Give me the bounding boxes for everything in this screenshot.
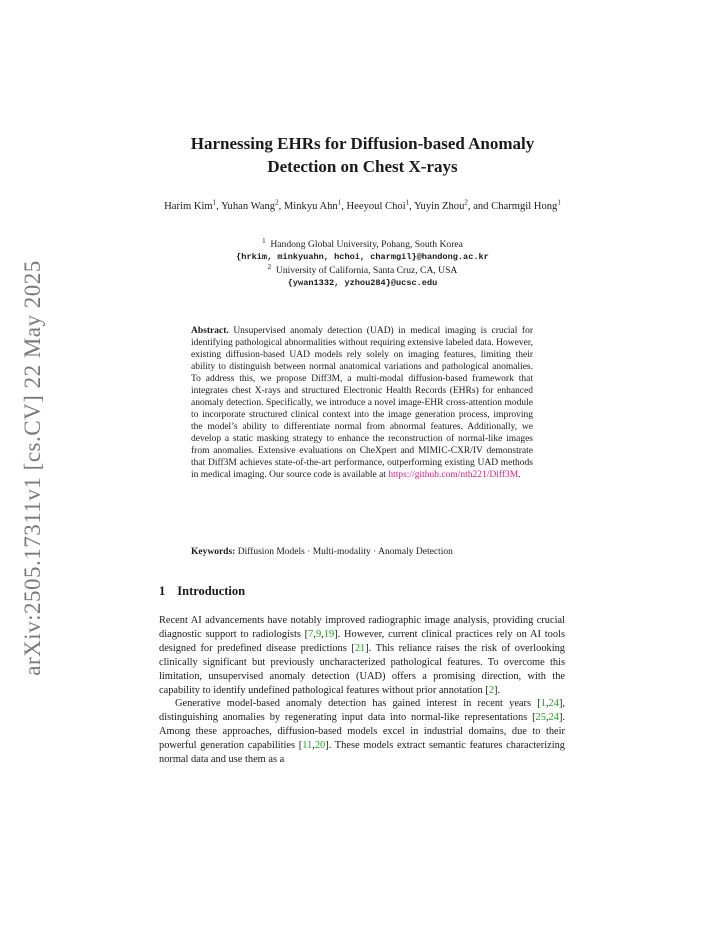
introduction-paragraph-2	[159, 697, 565, 767]
paragraph-text: ]. However, current clinical practices rely on AI tools designed for predefined disease predictions [	[159, 628, 565, 654]
source-code-link[interactable]: https://github.com/nth221/Diff3M	[388, 470, 519, 480]
author-name: Harim Kim	[164, 201, 213, 212]
author-separator: ,	[216, 201, 222, 212]
citation-link[interactable]: 24	[548, 712, 559, 724]
author-name: Charmgil Hong	[491, 201, 558, 212]
paragraph-text: Generative model-based anomaly detection has gained interest in recent years [	[175, 698, 541, 710]
abstract-label: Abstract.	[191, 326, 229, 336]
keywords-text: Diffusion Models · Multi-modality · Anomaly Detection	[237, 547, 453, 557]
paragraph-text: ,	[321, 628, 324, 640]
author-separator: ,	[341, 201, 347, 212]
keywords-label: Keywords:	[191, 547, 236, 557]
introduction-paragraph-1	[159, 614, 565, 697]
abstract-text: Unsupervised anomaly detection (UAD) in medical imaging is crucial for identifying pathological abnormalities without requiring extensive labeled data. However, existing diffusion-based UAD models rely solely on imaging features, limiting their ability to distinguish between normal anatomical variations and pathological anomalies. To address this, we propose Diff3M, a multi-modal diffusion-based framework that integrates chest X-rays and structured Electronic Health Records (EHRs) for enhanced anomaly detection. Specifically, we introduce a novel image-EHR cross-attention module to incorporate structured clinical context into the image generation process, improving the model’s ability to differentiate normal from abnormal features. Additionally, we develop a static masking strategy to enhance the reconstruction of normal-like images from anomalies. Extensive evaluations on CheXpert and MIMIC-CXR/IV demonstrate that Diff3M achieves state-of-the-art performance, outperforming existing UAD methods in medical imaging. Our source code is available at	[191, 326, 534, 480]
section-number: 1	[159, 584, 166, 598]
paper-title	[140, 132, 585, 178]
author-name: Minkyu Ahn	[283, 201, 338, 212]
title-line-2: Detection on Chest X-rays	[267, 157, 458, 176]
paragraph-text: ]. This reliance raises the risk of overlooking clinically significant but previously uncharacterized pathological features. To overcome this limitation, unsupervised anomaly detection (UAD) offers a promising direction, with the capability to identify undefined pathological features without prior annotation [	[159, 642, 565, 696]
citation-link[interactable]: 11	[302, 740, 313, 752]
affiliation-1-number: 1	[262, 236, 266, 245]
affiliations	[150, 238, 575, 290]
title-line-1: Harnessing EHRs for Diffusion-based Anomaly	[190, 134, 535, 153]
citation-link[interactable]: 19	[323, 628, 335, 640]
affiliation-2-emails: {ywan1332, yzhou284}@ucsc.edu	[287, 278, 438, 288]
paragraph-text: ], distinguishing anomalies by regenerating input data into normal-like representations [	[159, 698, 565, 724]
affiliation-2	[150, 264, 575, 277]
author-separator: , and	[467, 201, 492, 212]
author-separator: ,	[409, 201, 415, 212]
author-name: Yuhan Wang	[221, 201, 276, 212]
paragraph-text: ,	[545, 698, 549, 710]
citation-link[interactable]: 9	[315, 628, 322, 640]
arxiv-identifier-text: arXiv:2505.17311v1 [cs.CV] 22 May 2025	[20, 260, 45, 676]
author-affiliation-mark: 2	[464, 198, 468, 207]
author-affiliation-mark: 2	[275, 198, 279, 207]
author-separator: ,	[278, 201, 284, 212]
paragraph-text: ]. Among these approaches, diffusion-based models excel in industrial domains, due to their powerful generation capabilities [	[159, 712, 565, 752]
section-heading-introduction	[159, 584, 245, 599]
author-list	[150, 200, 575, 214]
author-affiliation-mark: 1	[337, 198, 342, 207]
paragraph-text: ].	[494, 684, 501, 696]
author-affiliation-mark: 1	[212, 198, 217, 207]
paragraph-text: ,	[312, 740, 315, 752]
paragraph-text: ,	[545, 712, 549, 724]
citation-link[interactable]: 2	[488, 684, 495, 696]
author-affiliation-mark: 1	[557, 198, 561, 207]
paragraph-text: ]. These models extract semantic features characterizing normal data and use them as a	[159, 740, 565, 766]
affiliation-1-name: Handong Global University, Pohang, South Korea	[270, 239, 463, 250]
affiliation-1-emails: {hrkim, minkyuahn, hchoi, charmgil}@handong.ac.kr	[236, 252, 489, 262]
section-title: Introduction	[177, 584, 246, 598]
citation-link[interactable]: 7	[308, 628, 314, 640]
citation-link[interactable]: 21	[354, 642, 366, 654]
paragraph-text: ,	[313, 628, 316, 640]
citation-link[interactable]: 24	[548, 698, 559, 710]
arxiv-identifier-stamp	[20, 258, 46, 678]
introduction-body	[159, 614, 565, 767]
citation-link[interactable]: 25	[535, 712, 546, 724]
citation-link[interactable]: 1	[540, 698, 546, 710]
affiliation-2-name: University of California, Santa Cruz, CA, USA	[275, 265, 458, 276]
author-affiliation-mark: 1	[405, 198, 410, 207]
citation-link[interactable]: 20	[314, 740, 326, 752]
affiliation-1	[150, 238, 575, 251]
author-name: Yuyin Zhou	[414, 201, 465, 212]
abstract: Abstract. Unsupervised anomaly detection (UAD) in medical imaging is crucial for identifying pathological abnormalities without requiring extensive labeled data. However, existing diffusion-based UAD models rely solely on imaging features, limiting their ability to distinguish between normal anatomical variations and pathological anomalies. To address this, we propose Diff3M, a multi-modal diffusion-based framework that integrates chest X-rays and structured Electronic Health Records (EHRs) for enhanced anomaly detection. Specifically, we introduce a novel image-EHR cross-attention module to incorporate structured clinical context into the image generation process, improving the model’s ability to differentiate normal from abnormal features. Additionally, we develop a static masking strategy to enhance the reconstruction of normal-like images from anomalies. Extensive evaluations on CheXpert and MIMIC-CXR/IV demonstrate that Diff3M achieves state-of-the-art performance, outperforming existing UAD methods in medical imaging. Our source code is available at https://github.com/nth221/Diff3M.	[191, 326, 534, 480]
paragraph-text: Recent AI advancements have notably improved radiographic image analysis, providing crucial diagnostic support to radiologists [	[159, 615, 565, 640]
keywords	[191, 546, 533, 558]
affiliation-2-number: 2	[267, 262, 272, 271]
author-name: Heeyoul Choi	[346, 201, 406, 212]
